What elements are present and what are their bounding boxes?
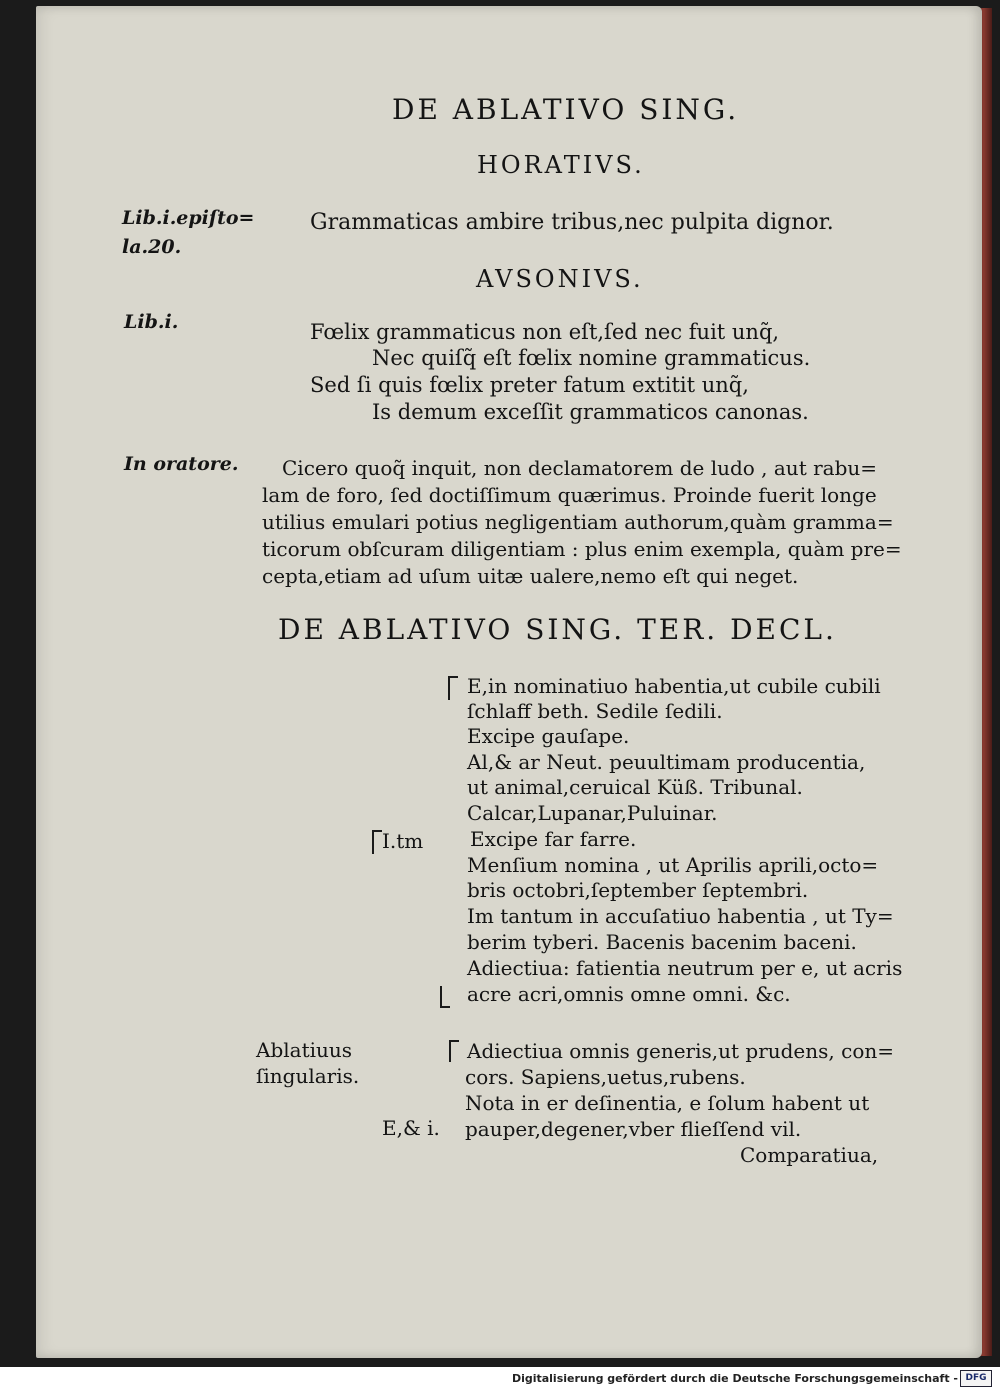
margin-note-horatius-line2: la.20. (122, 236, 182, 258)
author-heading-ausonius: AVSONIVS. (476, 265, 644, 293)
rule-line: acre acri,omnis omne omni. &c. (467, 982, 791, 1006)
group-label-itm: I.tm (382, 829, 424, 853)
brace-itm-label (372, 830, 382, 854)
page-title: DE ABLATIVO SING. (392, 93, 740, 126)
rule-line: Al,& ar Neut. peuultimam producentia, (467, 750, 866, 774)
rule-line: Im tantum in accuſatiuo habentia , ut Ty= (467, 904, 894, 928)
footer-bar (0, 1367, 1000, 1389)
verse-line: Is demum exceſſit grammaticos canonas. (372, 400, 809, 424)
rule-line: pauper,degener,vber flieſſend vil. (465, 1117, 802, 1141)
prose-line: utilius emulari potius negligentiam authorum,quàm gramma= (262, 510, 894, 534)
catchword: Comparatiua, (740, 1143, 879, 1167)
section-heading: DE ABLATIVO SING. TER. DECL. (278, 613, 837, 646)
rule-line: Adiectiua: fatientia neutrum per e, ut acris (467, 956, 903, 980)
verse-line: Fœlix grammaticus non eſt,ſed nec fuit unq̃, (310, 320, 780, 344)
verse-line: Nec quiſq̃ eſt fœlix nomine grammaticus. (372, 346, 811, 370)
group-label-ei: E,& i. (382, 1116, 440, 1140)
rule-line: ut animal,ceruical Küß. Tribunal. (467, 775, 803, 799)
rule-line: Nota in er deſinentia, e ſolum habent ut (465, 1091, 870, 1115)
margin-note-ausonius: Lib.i. (124, 311, 179, 333)
ablative-label-line2: ſingularis. (256, 1064, 360, 1088)
rule-line: Menſium nomina , ut Aprilis aprili,octo= (467, 853, 879, 877)
rule-line: Excipe gauſape. (467, 724, 630, 748)
prose-line: ticorum obſcuram diligentiam : plus enim exempla, quàm pre= (262, 537, 902, 561)
brace-ei-top (449, 1040, 459, 1062)
funding-credit: Digitalisierung gefördert durch die Deutsche Forschungsgemeinschaft - (511, 1372, 958, 1385)
rule-line: bris octobri,ſeptember ſeptembri. (467, 878, 809, 902)
prose-line: lam de foro, ſed doctiſſimum quærimus. Proinde fuerit longe (262, 483, 877, 507)
dfg-logo-icon: DFG (960, 1370, 992, 1387)
prose-line: cepta,etiam ad uſum uitæ ualere,nemo eſt qui neget. (262, 564, 799, 588)
author-heading-horatius: HORATIVS. (477, 151, 645, 179)
verse-line: Sed ſi quis fœlix preter fatum extitit unq̃, (310, 373, 749, 397)
rule-line: Excipe far farre. (470, 827, 637, 851)
rule-line: berim tyberi. Bacenis bacenim baceni. (467, 930, 857, 954)
rule-line: Calcar,Lupanar,Puluinar. (467, 801, 718, 825)
verse-line: Grammaticas ambire tribus,nec pulpita dignor. (310, 210, 834, 235)
margin-note-in-oratore: In oratore. (124, 453, 239, 475)
rule-line: ſchlaff beth. Sedile ſedili. (467, 699, 723, 723)
prose-line: Cicero quoq̃ inquit, non declamatorem de ludo , aut rabu= (282, 456, 878, 480)
rule-line: Adiectiua omnis generis,ut prudens, con= (467, 1039, 895, 1063)
ablative-label-line1: Ablatiuus (256, 1038, 353, 1062)
rule-line: cors. Sapiens,uetus,rubens. (465, 1065, 746, 1089)
rule-line: E,in nominatiuo habentia,ut cubile cubili (467, 674, 881, 698)
margin-note-horatius-line1: Lib.i.epiſto= (122, 207, 255, 229)
brace-itm-top (448, 676, 458, 700)
brace-itm-bottom (440, 986, 450, 1008)
